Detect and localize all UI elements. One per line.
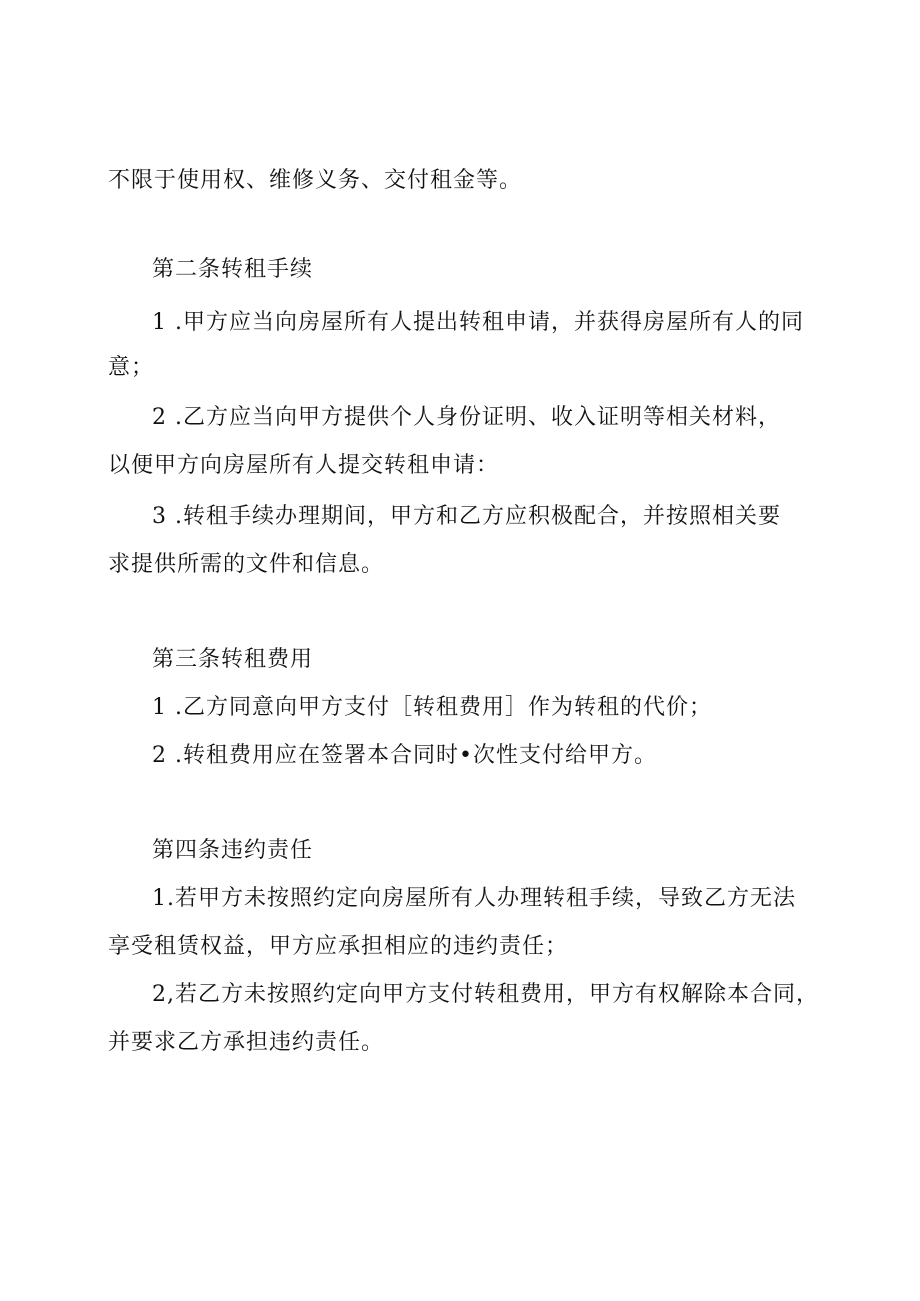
- clause-line: 2,若乙方未按照约定向甲方支付转租费用，甲方有权解除本合同，: [152, 982, 819, 1007]
- continuation-line: 不限于使用权、维修义务、交付租金等。: [108, 168, 523, 193]
- clause-line: 以便甲方向房屋所有人提交转租申请：: [108, 453, 500, 478]
- clause-line: 3 .转租手续办理期间，甲方和乙方应积极配合，并按照相关要: [152, 504, 781, 529]
- clause-line: 意；: [108, 355, 155, 380]
- clause-line: 并要求乙方承担违约责任。: [108, 1030, 385, 1055]
- section-heading: 第二条转租手续: [152, 257, 314, 282]
- clause-line: 求提供所需的文件和信息。: [108, 552, 385, 577]
- clause-line: 2 .乙方应当向甲方提供个人身份证明、收入证明等相关材料，: [152, 405, 781, 430]
- section-heading: 第三条转租费用: [152, 647, 314, 672]
- clause-line: 1 .甲方应当向房屋所有人提出转租申请，并获得房屋所有人的同: [152, 310, 804, 335]
- clause-line: 1.若甲方未按照约定向房屋所有人办理转租手续，导致乙方无法: [152, 886, 796, 911]
- clause-line: 1 .乙方同意向甲方支付［转租费用］作为转租的代价；: [152, 695, 712, 720]
- section-heading: 第四条违约责任: [152, 838, 314, 863]
- clause-line: 享受租赁权益，甲方应承担相应的违约责任；: [108, 934, 569, 959]
- clause-line: 2 .转租费用应在签署本合同时•次性支付给甲方。: [152, 743, 657, 768]
